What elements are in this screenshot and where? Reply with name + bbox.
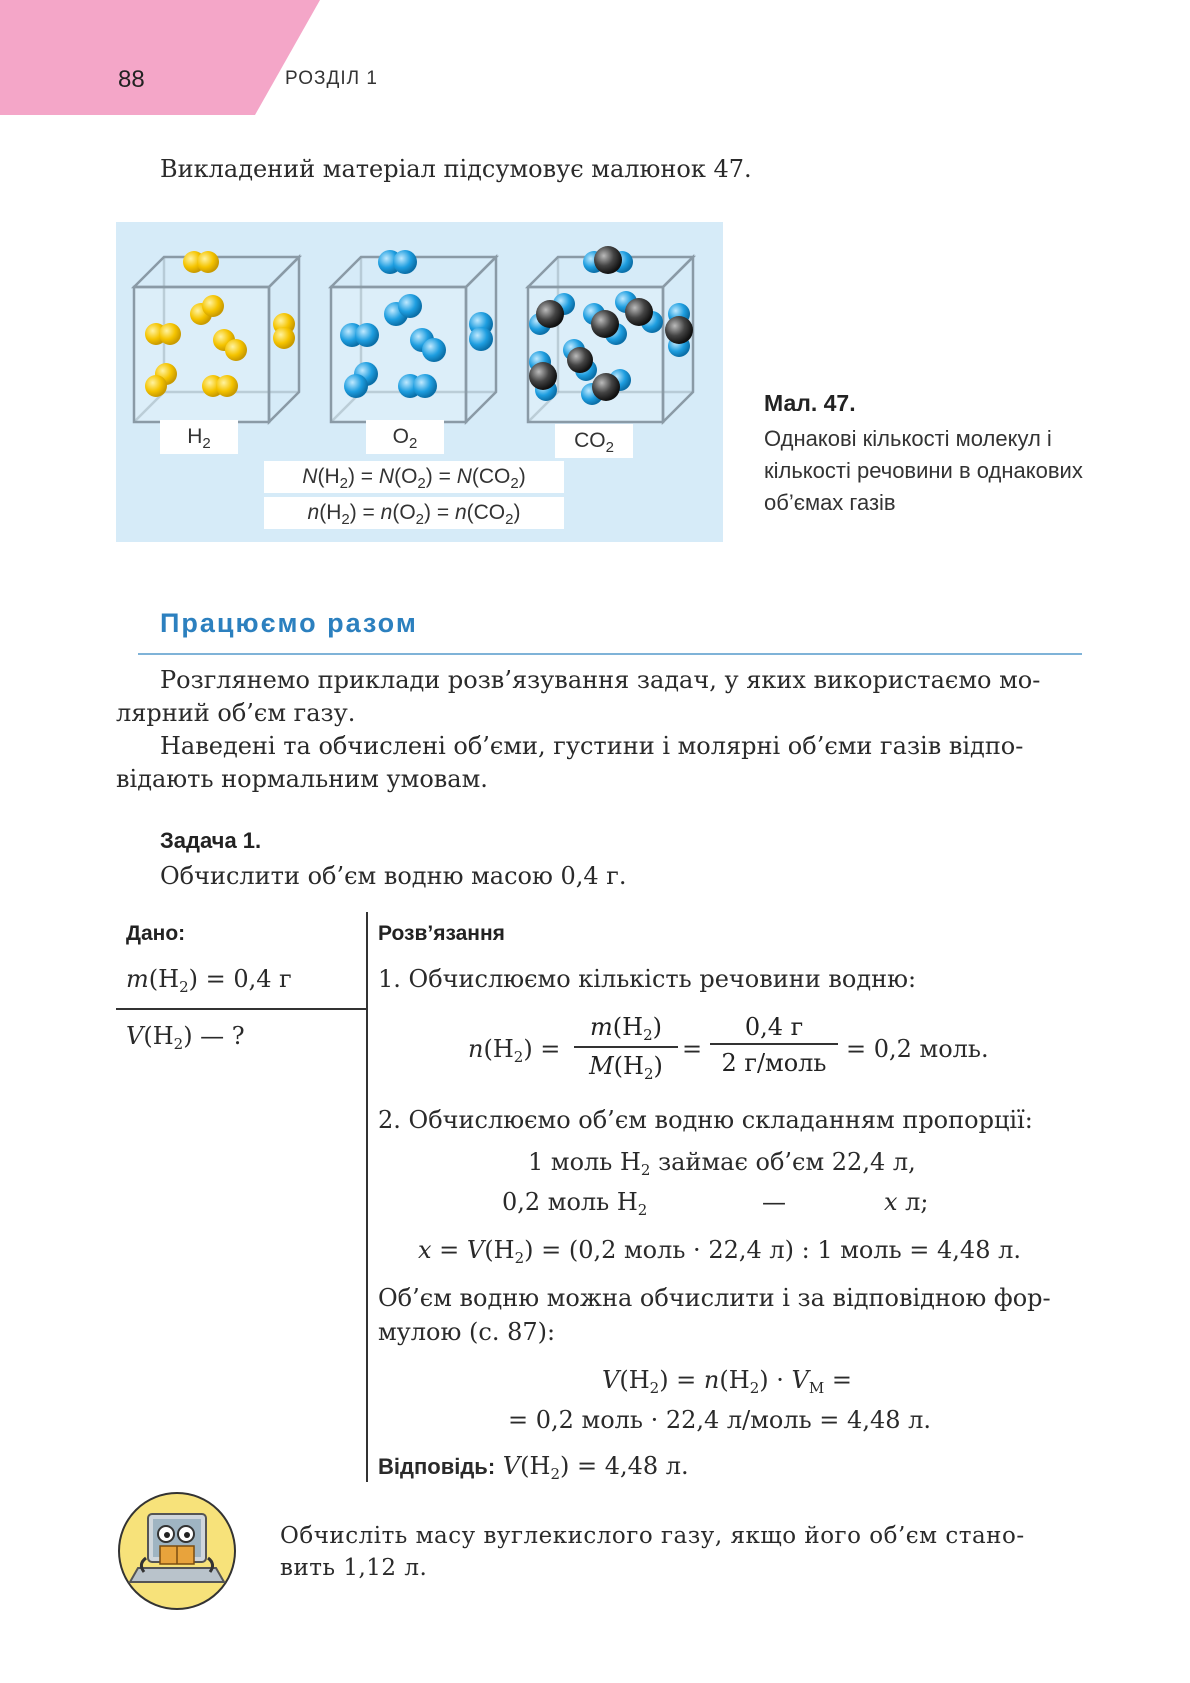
given-solution-divider [366,912,368,1482]
label-co2: $CO_2$ [555,424,633,458]
paragraph-1-line-1: Розглянемо приклади розв’язування задач, у яких використаємо мо- [160,666,1041,694]
solution-label: Розв’язання [378,922,505,945]
figure-caption-title: Мал. 47. [764,390,856,416]
volume-formula: $V(H_2) = n(H_2) \cdot V_M$ = [602,1366,852,1397]
paragraph-2-line-2: відають нормальним умовам. [116,765,488,793]
answer: Відповідь: $V(H_2) = 4,48$ л. [378,1452,689,1483]
fraction-lhs: $n(H_2)$ = [468,1035,561,1066]
proportion-dash: — [762,1188,786,1216]
alternative-method-line-2: мулою (с. 87): [378,1318,556,1346]
label-h2: $H_2$ [160,420,238,454]
page-number: 88 [118,66,145,93]
section-divider [138,653,1082,655]
fraction-equals: = [682,1035,703,1063]
proportion-unknown: x л; [884,1188,929,1216]
label-o2: $O_2$ [366,420,444,454]
fraction-mass-over-molar-mass: $\frac{m(H_2)}{M(H_2)}$ [574,1013,678,1083]
task-statement: Обчислити об’єм водню масою 0,4 г. [160,862,627,890]
given-find-divider [116,1008,367,1010]
given-mass: $m(H_2) = 0,4$ г [126,965,292,996]
co2-molecules [529,246,693,405]
step-2: 2. Обчислюємо об’єм водню складанням пропорції: [378,1106,1033,1134]
step-1: 1. Обчислюємо кількість речовини водню: [378,965,917,993]
proportion-line-2: 0,2 моль $H_2$ [502,1188,648,1219]
proportion-result: $x = V(H_2) = (0,2$ моль · 22,4 л) : 1 моль = 4,48 л. [418,1236,1021,1267]
exercise-line-1: Обчисліть масу вуглекислого газу, якщо його об’єм стано- [280,1523,1025,1549]
gas-volumes-illustration [116,222,723,542]
proportion-line-1: 1 моль $H_2$ займає об’єм 22,4 л, [528,1148,916,1179]
section-label: РОЗДІЛ 1 [285,68,378,89]
fraction-values: 0,4 г 2 г/моль [710,1013,838,1077]
header-accent-tab [0,0,320,115]
paragraph-1-line-2: лярний об’єм газу. [116,699,356,727]
intro-text: Викладений матеріал підсумовує малюнок 47. [160,155,752,183]
alternative-method-line-1: Об’єм водню можна обчислити і за відповідною фор- [378,1284,1051,1312]
task-title: Задача 1. [160,828,262,853]
given-label: Дано: [126,922,186,945]
fraction-result: = 0,2 моль. [846,1035,989,1063]
find-volume: $V(H_2)$ — ? [126,1022,245,1053]
exercise-line-2: вить 1,12 л. [280,1555,428,1581]
volume-formula-result: = 0,2 моль · 22,4 л/моль = 4,48 л. [508,1406,931,1434]
section-heading: Працюємо разом [160,608,418,638]
formula-amount-of-substance: $n(H_2) = n(O_2) = n(CO_2)$ [264,497,564,529]
formula-particle-count: $N(H_2) = N(O_2) = N(CO_2)$ [264,461,564,493]
paragraph-2-line-1: Наведені та обчислені об’єми, густини і молярні об’єми газів відпо- [160,732,1024,760]
laptop-mascot-icon [116,1490,238,1612]
figure-caption-text: Однакові кількості молекул і кількості речовини в однакових об’ємах газів [764,426,1083,515]
